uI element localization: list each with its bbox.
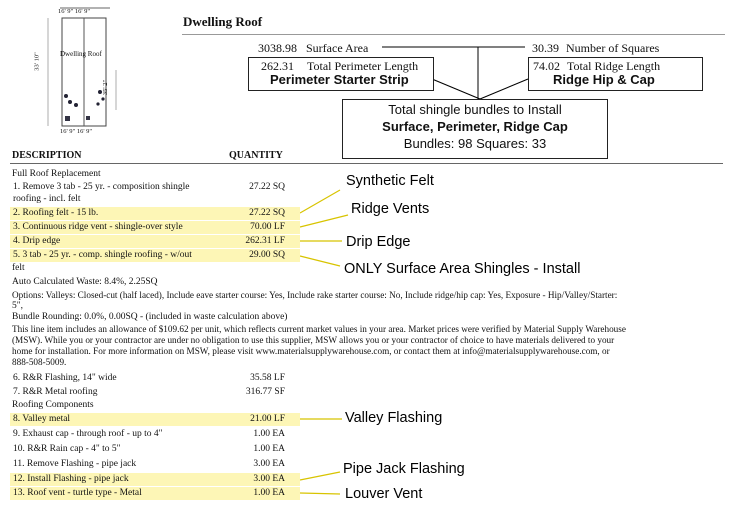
row-description: 4. Drip edge: [13, 236, 61, 246]
row-quantity: 262.31 LF: [245, 236, 285, 246]
msw-note-line: (MSW). While you or your contractor are under no obligation to use this supplier, MSW allows you or your contractor of choice to have materials delivered to your: [12, 335, 615, 345]
perimeter-value: 262.31: [261, 59, 294, 73]
bundle-box-line2: Surface, Perimeter, Ridge Cap: [382, 119, 568, 134]
table-row: [10, 372, 300, 385]
row-quantity: 1.00 EA: [253, 429, 285, 439]
msw-note-line: 888-508-5009.: [12, 357, 67, 367]
table-row: [10, 221, 300, 234]
callout-synthetic-felt: Synthetic Felt: [346, 173, 434, 189]
row-description: 10. R&R Rain cap - 4" to 5": [13, 444, 121, 454]
bundle-summary-box: [342, 99, 608, 159]
table-row: [10, 249, 300, 262]
ridge-label: Total Ridge Length: [567, 59, 661, 73]
surface-area-label: Surface Area: [306, 41, 369, 55]
row-description: 7. R&R Metal roofing: [13, 387, 98, 397]
row-description: roofing - incl. felt: [13, 194, 81, 204]
surface-area-value: 3038.98: [258, 41, 297, 55]
ridge-note: Ridge Hip & Cap: [553, 72, 655, 87]
table-row: [10, 386, 300, 399]
bundle-box-line3: Bundles: 98 Squares: 33: [403, 136, 547, 151]
row-description: 8. Valley metal: [13, 414, 71, 424]
bundle-rounding-line: Bundle Rounding: 0.0%, 0.00SQ - (included in waste calculation above): [12, 312, 288, 322]
callout-drip-edge: Drip Edge: [346, 234, 411, 250]
table-header-rule: [10, 163, 723, 164]
ridge-value: 74.02: [533, 59, 560, 73]
column-header-quantity: QUANTITY: [229, 150, 283, 161]
diagram-mid-dimension: 35' 2": [102, 79, 110, 96]
diagram-left-dimension: 33' 10": [33, 52, 41, 71]
diagram-top-dimension: 16' 9" 16' 9": [58, 8, 91, 15]
row-description: 9. Exhaust cap - through roof - up to 4": [13, 429, 163, 439]
callout-surface-shingles: ONLY Surface Area Shingles - Install: [344, 261, 581, 277]
row-quantity: 316.77 SF: [245, 387, 285, 397]
row-quantity: 29.00 SQ: [249, 250, 285, 260]
table-row: [10, 413, 300, 426]
diagram-bottom-dimension: 16' 9" 16' 9": [60, 128, 93, 135]
table-row: [10, 193, 300, 206]
table-row: [10, 443, 300, 456]
callout-pipe-jack-flashing: Pipe Jack Flashing: [343, 461, 465, 477]
options-line: Options: Valleys: Closed-cut (half laced), Include eave starter course: Yes, Include rake starter course: No, Include ridge/hip cap: Yes, Exposure - Hip/Valley/Starter:: [12, 290, 618, 300]
ridge-box: [528, 57, 703, 91]
perimeter-note: Perimeter Starter Strip: [270, 72, 409, 87]
waste-line: Auto Calculated Waste: 8.4%, 2.25SQ: [12, 277, 158, 287]
page-title: Dwelling Roof: [183, 14, 263, 29]
row-quantity: 27.22 SQ: [249, 208, 285, 218]
row-description: 1. Remove 3 tab - 25 yr. - composition shingle: [13, 182, 190, 192]
table-row: [10, 473, 300, 486]
row-quantity: 35.58 LF: [250, 373, 285, 383]
row-description: 2. Roofing felt - 15 lb.: [13, 208, 99, 218]
table-row: [10, 458, 300, 471]
msw-note-line: This line item includes an allowance of $109.62 per unit, which reflects current market values in your area. Market prices were verified by Material Supply Warehouse: [12, 324, 626, 334]
row-description: 5. 3 tab - 25 yr. - comp. shingle roofing - w/out: [13, 250, 192, 260]
row-description: 3. Continuous ridge vent - shingle-over style: [13, 222, 183, 232]
row-quantity: 27.22 SQ: [249, 182, 285, 192]
section-full-roof-replacement: Full Roof Replacement: [12, 169, 101, 179]
callout-louver-vent: Louver Vent: [345, 486, 423, 502]
table-row: [10, 207, 300, 220]
squares-label: Number of Squares: [566, 41, 660, 55]
diagram-roof-label: Dwelling Roof: [60, 50, 102, 58]
column-header-description: DESCRIPTION: [12, 150, 82, 161]
row-description: 13. Roof vent - turtle type - Metal: [13, 488, 142, 498]
table-row: [10, 235, 300, 248]
row-quantity: 1.00 EA: [253, 488, 285, 498]
squares-value: 30.39: [532, 41, 559, 55]
row-quantity: 21.00 LF: [250, 414, 285, 424]
msw-note-line: home for installation. For more information on MSW, please visit www.materialsupplywarehouse.com, or contact them at info@materialsupplywarehouse.com, or: [12, 346, 610, 356]
section-roofing-components: Roofing Components: [12, 400, 94, 410]
table-row: [10, 428, 300, 441]
perimeter-label: Total Perimeter Length: [307, 59, 419, 73]
bundle-box-line1: Total shingle bundles to Install: [388, 102, 562, 117]
row-description: 6. R&R Flashing, 14" wide: [13, 373, 117, 383]
options-line-continued: 5",: [12, 301, 24, 311]
row-quantity: 3.00 EA: [253, 459, 285, 469]
felt-line: felt: [12, 263, 25, 273]
row-quantity: 3.00 EA: [253, 474, 285, 484]
row-quantity: 1.00 EA: [253, 444, 285, 454]
callout-ridge-vents: Ridge Vents: [351, 201, 430, 217]
row-quantity: 70.00 LF: [250, 222, 285, 232]
row-description: 11. Remove Flashing - pipe jack: [13, 459, 137, 469]
callout-valley-flashing: Valley Flashing: [345, 410, 443, 426]
table-row: [10, 487, 300, 500]
perimeter-box: [248, 57, 434, 91]
row-description: 12. Install Flashing - pipe jack: [13, 474, 129, 484]
